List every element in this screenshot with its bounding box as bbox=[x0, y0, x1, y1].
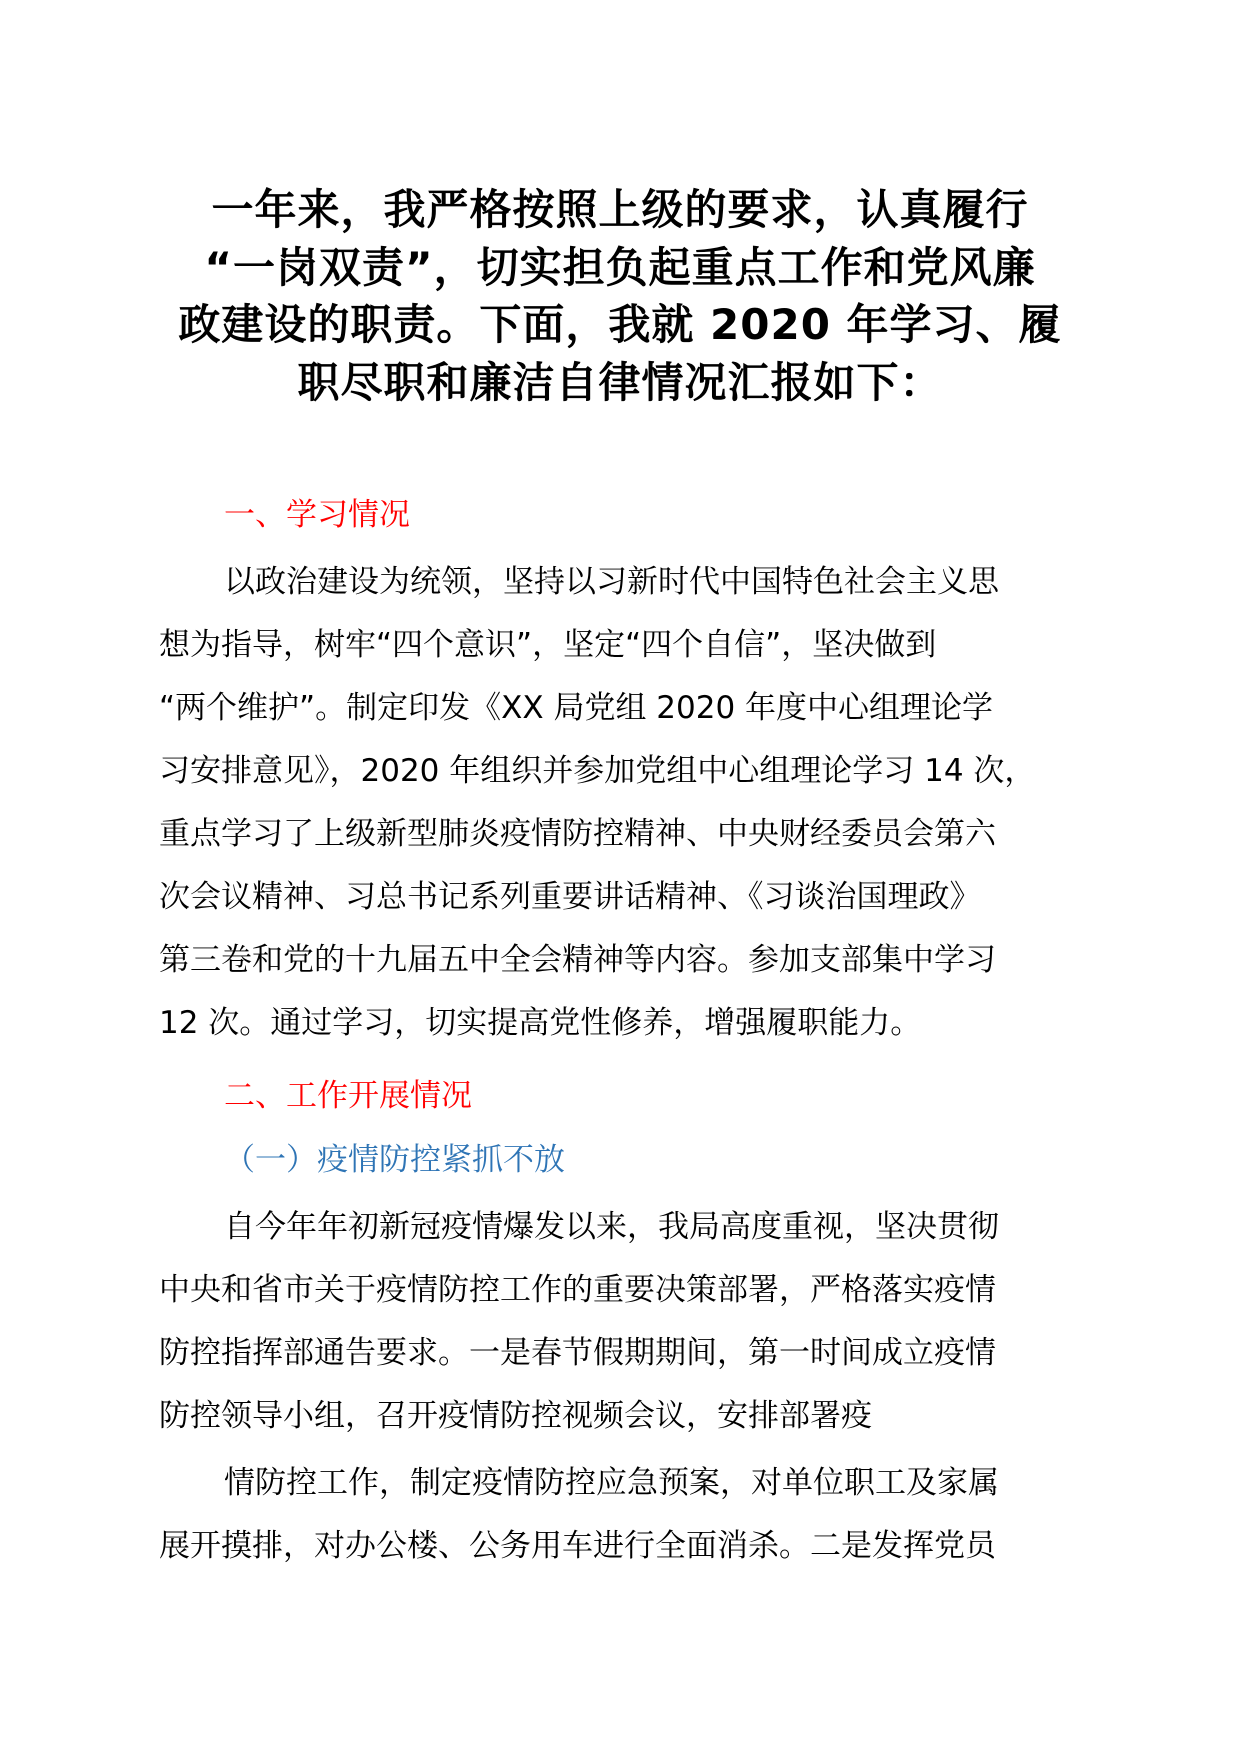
title-line-3: 政建设的职责。下面，我就 2020 年学习、履 bbox=[178, 300, 1062, 349]
section-heading-work: 二、工作开展情况 bbox=[224, 1078, 472, 1114]
paragraph-line: 展开摸排，对办公楼、公务用车进行全面消杀。二是发挥党员 bbox=[159, 1528, 996, 1564]
title-line-1: 一年来，我严格按照上级的要求，认真履行 bbox=[211, 185, 1029, 234]
paragraph-line: 防控领导小组，召开疫情防控视频会议，安排部署疫 bbox=[159, 1398, 872, 1434]
title-line-4: 职尽职和廉洁自律情况汇报如下： bbox=[297, 358, 943, 407]
section-heading-study: 一、学习情况 bbox=[224, 497, 410, 533]
title-line-2: “一岗双责”，切实担负起重点工作和党风廉 bbox=[204, 243, 1036, 292]
paragraph-line: “两个维护”。制定印发《XX 局党组 2020 年度中心组理论学 bbox=[159, 690, 994, 726]
paragraph-line: 想为指导，树牢“四个意识”，坚定“四个自信”，坚决做到 bbox=[159, 627, 937, 663]
paragraph-line: 防控指挥部通告要求。一是春节假期期间，第一时间成立疫情 bbox=[159, 1335, 996, 1371]
paragraph-line: 第三卷和党的十九届五中全会精神等内容。参加支部集中学习 bbox=[159, 942, 996, 978]
paragraph-line: 次会议精神、习总书记系列重要讲话精神、《习谈治国理政》 bbox=[159, 879, 981, 915]
paragraph-line: 12 次。通过学习，切实提高党性修养，增强履职能力。 bbox=[159, 1005, 922, 1041]
paragraph-line: 重点学习了上级新型肺炎疫情防控精神、中央财经委员会第六 bbox=[159, 816, 996, 852]
paragraph-line: 情防控工作，制定疫情防控应急预案，对单位职工及家属 bbox=[224, 1465, 999, 1501]
paragraph-line: 以政治建设为统领，坚持以习新时代中国特色社会主义思 bbox=[224, 564, 999, 600]
paragraph-line: 中央和省市关于疫情防控工作的重要决策部署，严格落实疫情 bbox=[159, 1272, 996, 1308]
paragraph-line: 习安排意见》，2020 年组织并参加党组中心组理论学习 14 次， bbox=[159, 753, 1036, 789]
paragraph-line: 自今年年初新冠疫情爆发以来，我局高度重视，坚决贯彻 bbox=[224, 1209, 999, 1245]
subsection-heading-epidemic: （一）疫情防控紧抓不放 bbox=[224, 1142, 565, 1178]
